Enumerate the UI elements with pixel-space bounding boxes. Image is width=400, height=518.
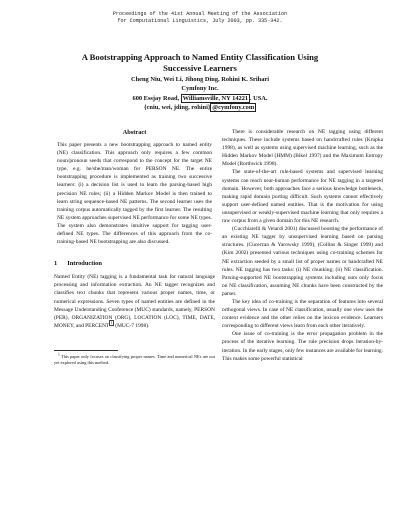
footnote-text: This paper only focuses on classifying proper names. Time and numerical NEs are not yet explored using this method.	[54, 353, 215, 366]
body-paragraph-3: (Cucchiarelli & Velardi 2001) discussed boosting the performance of an existing NE tagger by unsupervised learning based on parsing structures. (Cucerzan & Yarowsky 1999), (Collins & Singer 1999) and (Kim 2002) presented various techniques using co-training schemes for NE extraction seeded by a small list of proper names or handcrafted NE rules. NE tagging has two tasks: (i) NE chunking; (ii) NE classification. Parsing-supported NE bootstrapping systems including ours only focus on NE classification, assuming NE chunks have been constructed by the parser.	[222, 226, 383, 297]
section-heading-introduction	[54, 259, 215, 268]
author-emails	[60, 103, 340, 112]
proceedings-line-2: for Computational Linguistics, July 2003, pp. 335-342.	[117, 17, 283, 24]
footnote-mark: 1	[58, 352, 60, 357]
footnote-ref-link[interactable]: 1	[110, 320, 113, 325]
intro-text: Named Entity (NE) tagging is a fundamental task for natural language processing and information extraction. An NE tagger recognizes and classifies text chunks that represent various proper names, time, or numerical expressions. Seven types of named entities are defined in the Message Understanding Conference (MUC) standards, namely, PERSON (PER), ORGANIZATION (ORG), LOCATION (LOC), TIME, DATE, MONEY, and PERCENT	[54, 274, 215, 329]
emails-prefix: {cniu, wei, jding, rohini}	[144, 103, 211, 111]
author-org: Cymfony Inc.	[181, 85, 219, 93]
body-paragraph-1: There is considerable research on NE tagging using different techniques. These include systems based on handcrafted rules (Krupka 1998), as well as systems using supervised machine learning, such as the Hidden Markov Model (HMM) (Bikel 1997) and the Maximum Entropy Model (Borthwick 1998).	[222, 129, 383, 168]
email-domain-link[interactable]: @cymfony.com	[212, 103, 255, 111]
paper-title	[40, 52, 360, 73]
author-block	[60, 75, 340, 112]
proceedings-line-1: Proceedings of the 41st Annual Meeting of the Association	[112, 11, 288, 17]
body-paragraph-2: The state-of-the-art rule-based systems and supervised learning systems can reach near-human performance for NE tagging in a targeted domain. However, both approaches face a serious knowledge bottleneck, making rapid domain porting difficult. Such systems cannot effectively support user-defined named entities. That is the motivation for using unsupervised or weakly-supervised machine learning that only requires a raw corpus from a given domain for this NE research.	[222, 169, 383, 225]
section-title: Introduction	[67, 260, 102, 268]
title-line-1: A Bootstrapping Approach to Named Entity Classification Using	[81, 52, 319, 62]
footnote-divider	[54, 350, 118, 351]
left-column	[54, 128, 215, 366]
address-suffix: . USA.	[249, 94, 268, 102]
address-prefix: 600 Essjay Road,	[132, 94, 180, 102]
abstract-text: This paper presents a new bootstrapping approach to named entity (NE) classification. This approach only requires a few common noun/pronoun seeds that correspond to the concept for the target NE type, e.g. he/she/man/woman for PERSON NE. The entire bootstrapping procedure is implemented as training two successive learners: (i) a decision list is used to learn the parsing-based high precision NE rules; (ii) a Hidden Markov Model is then trained to learn string sequence-based NE patterns. The second learner uses the training corpus automatically tagged by the first learner. The resulting NE system approaches supervised NE performance for some NE types. The system also demonstrates intuitive support for tagging user-defined NE types. The differences of this approach from the co-training-based NE bootstrapping are also discussed.	[57, 142, 212, 246]
intro-paragraph-1	[54, 273, 215, 330]
section-number: 1	[54, 260, 58, 268]
footnote	[54, 354, 215, 367]
body-paragraph-5: One issue of co-training is the error propagation problem in the process of the iterative learning. The rule precision drops iteration-by-iteration. In the early stages, only few instances are available for learning. This makes some powerful statistical	[222, 331, 383, 362]
address-city-link[interactable]: Williamsville, NY 14221	[182, 94, 249, 102]
author-address	[60, 94, 340, 103]
title-line-2: Successive Learners	[163, 62, 237, 73]
intro-text-end: (MUC-7 1998).	[113, 322, 150, 329]
body-paragraph-4: The key idea of co-training is the separation of features into several orthogonal views. In case of NE classification, usually one view uses the context evidence and the other relies on the lexicon evidence. Learners corresponding to different views learn from each other iteratively.	[222, 298, 383, 330]
abstract-heading: Abstract	[122, 129, 147, 136]
right-column	[222, 128, 383, 363]
proceedings-header	[0, 11, 400, 24]
author-names: Cheng Niu, Wei Li, Jihong Ding, Rohini K. Srihari	[130, 76, 270, 83]
